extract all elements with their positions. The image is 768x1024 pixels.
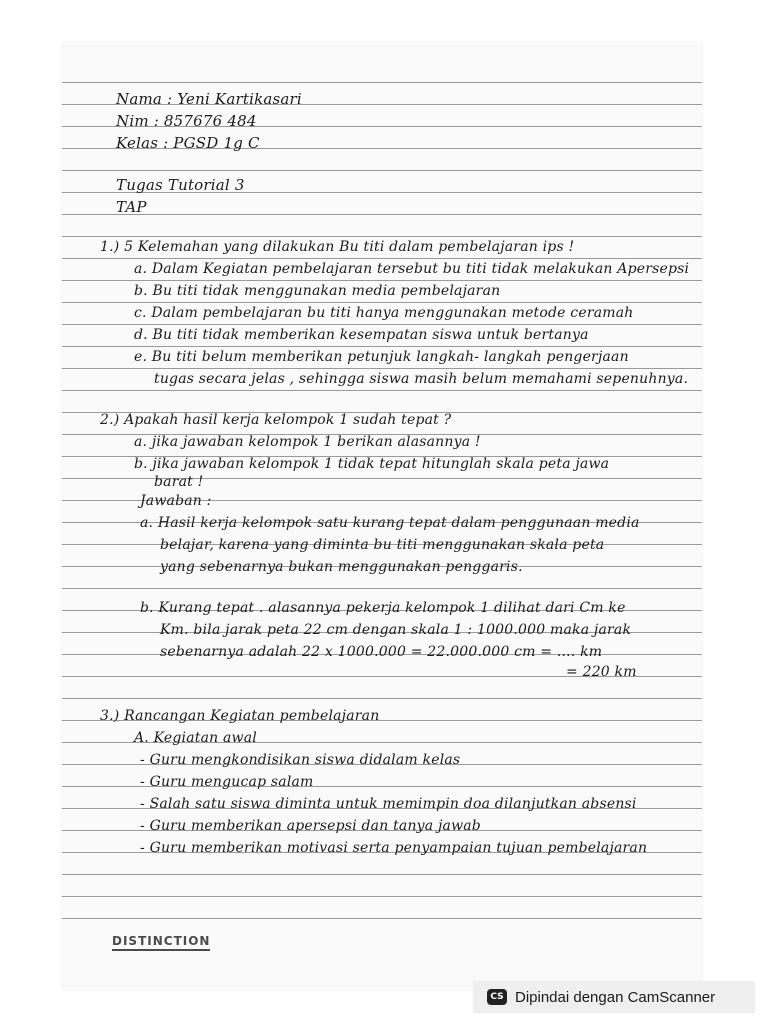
watermark-text: Dipindai dengan CamScanner [515,988,716,1006]
q1-item-e: e. Bu titi belum memberikan petunjuk langkah- langkah pengerjaan [134,349,629,365]
q1-item-b: b. Bu titi tidak menggunakan media pembelajaran [134,283,501,299]
q3-section-a: A. Kegiatan awal [134,730,257,746]
q2-item-a: a. jika jawaban kelompok 1 berikan alasannya ! [134,434,481,450]
ruled-line [62,918,702,919]
q2-answer-b: b. Kurang tepat . alasannya pekerja kelompok 1 dilihat dari Cm ke [140,600,626,616]
ruled-line [62,280,702,281]
ruled-line [62,170,702,171]
q2-answer-a-line3: yang sebenarnya bukan menggunakan penggaris. [160,559,523,575]
ruled-line [62,258,702,259]
student-name: Nama : Yeni Kartikasari [116,90,302,108]
q2-item-b-cont: barat ! [154,474,204,490]
q1-item-d: d. Bu titi tidak memberikan kesempatan siswa untuk bertanya [134,327,589,343]
q2-answer-b-line2: Km. bila jarak peta 22 cm dengan skala 1 : 1000.000 maka jarak [160,622,632,638]
ruled-line [62,82,702,83]
ruled-line [62,236,702,237]
q1-item-a: a. Dalam Kegiatan pembelajaran tersebut bu titi tidak melakukan Apersepsi [134,261,690,277]
student-nim: Nim : 857676 484 [116,112,257,130]
camscanner-icon: CS [487,989,507,1005]
q3-item-1: - Guru mengkondisikan siswa didalam kelas [140,752,461,768]
answer-label: Jawaban : [140,493,212,509]
ruled-line [62,302,702,303]
assignment-title: Tugas Tutorial 3 [116,176,245,194]
course-code: TAP [116,198,147,216]
ruled-line [62,390,702,391]
q2-answer-b-line3: sebenarnya adalah 22 x 1000.000 = 22.000.000 cm = .... km [160,644,603,660]
ruled-line [62,874,702,875]
ruled-line [62,896,702,897]
q3-item-2: - Guru mengucap salam [140,774,314,790]
q2-answer-a-line2: belajar, karena yang diminta bu titi menggunakan skala peta [160,537,605,553]
q2-item-b: b. jika jawaban kelompok 1 tidak tepat hitunglah skala peta jawa [134,456,610,472]
q3-item-4: - Guru memberikan apersepsi dan tanya jawab [140,818,481,834]
q1-item-c: c. Dalam pembelajaran bu titi hanya menggunakan metode ceramah [134,305,634,321]
ruled-line [62,346,702,347]
q3-item-5: - Guru memberikan motivasi serta penyampaian tujuan pembelajaran [140,840,648,856]
notebook-brand-logo: DISTINCTION [112,934,210,951]
ruled-line [62,324,702,325]
ruled-line [62,214,702,215]
q2-title: 2.) Apakah hasil kerja kelompok 1 sudah tepat ? [100,412,452,428]
q3-title: 3.) Rancangan Kegiatan pembelajaran [100,708,380,724]
camscanner-watermark [473,981,755,1013]
q2-answer-b-result: = 220 km [566,664,637,680]
ruled-line [62,698,702,699]
q2-answer-a: a. Hasil kerja kelompok satu kurang tepat dalam penggunaan media [140,515,640,531]
ruled-line [62,588,702,589]
ruled-line [62,368,702,369]
q1-title: 1.) 5 Kelemahan yang dilakukan Bu titi dalam pembelajaran ips ! [100,239,575,255]
student-class: Kelas : PGSD 1g C [116,134,260,152]
q3-item-3: - Salah satu siswa diminta untuk memimpin doa dilanjutkan absensi [140,796,637,812]
q1-item-e-cont: tugas secara jelas , sehingga siswa masih belum memahami sepenuhnya. [154,371,689,387]
